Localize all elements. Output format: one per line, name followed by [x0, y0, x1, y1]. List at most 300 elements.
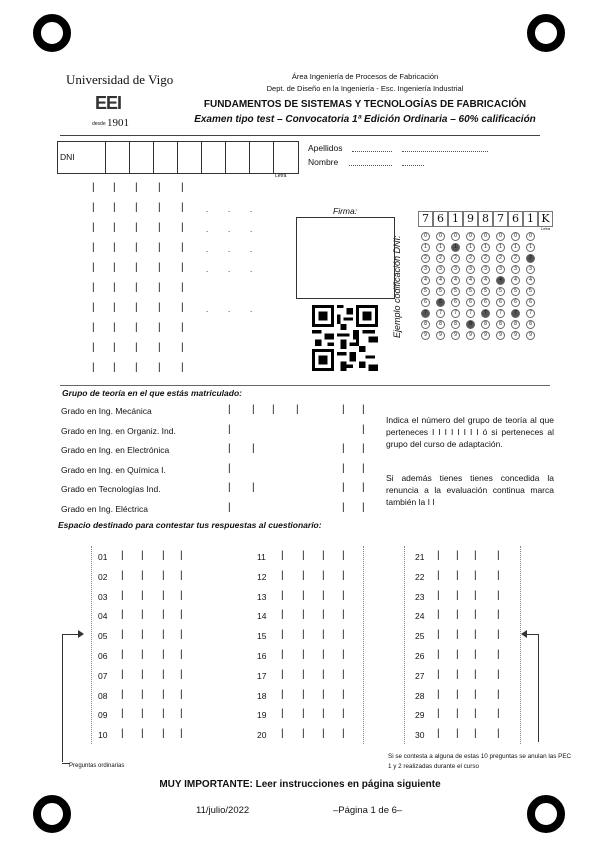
example-bubble: 7	[496, 309, 505, 318]
question-number: 23	[415, 591, 425, 602]
example-bubble: 1	[451, 243, 460, 252]
dni-mark[interactable]: |	[135, 222, 138, 233]
dni-mark[interactable]: |	[181, 342, 184, 353]
question-number: 05	[98, 631, 108, 642]
dni-cell[interactable]	[225, 142, 250, 173]
area-name: Área Ingeniería de Procesos de Fabricación	[291, 72, 439, 81]
answer-mark[interactable]: |	[121, 609, 124, 621]
example-bubble: 8	[451, 320, 460, 329]
dni-mark[interactable]: |	[135, 242, 138, 253]
example-bubble: 8	[466, 320, 475, 329]
university-name: Universidad de Vigo	[66, 72, 174, 87]
answer-mark[interactable]: |	[302, 550, 305, 561]
example-bubble: 7	[421, 309, 430, 318]
answer-mark[interactable]: |	[342, 550, 345, 561]
answer-mark[interactable]: |	[162, 589, 165, 601]
example-digit: 9	[463, 211, 478, 227]
answer-mark[interactable]: |	[281, 589, 284, 601]
answer-mark[interactable]: |	[342, 569, 345, 581]
question-number: 28	[415, 690, 425, 701]
dni-mark[interactable]: |	[113, 302, 116, 313]
right-bracket	[538, 634, 539, 742]
answer-mark[interactable]: |	[141, 569, 144, 581]
answer-mark[interactable]: |	[322, 609, 325, 621]
example-bubble: 7	[436, 309, 445, 318]
group-mark[interactable]: |	[228, 423, 231, 435]
answer-mark[interactable]: |	[302, 668, 305, 680]
nombre-field-2[interactable]	[402, 165, 424, 166]
dni-mark[interactable]: |	[113, 202, 116, 213]
example-bubble: 2	[436, 254, 445, 263]
answer-mark[interactable]: |	[180, 649, 183, 660]
question-number: 04	[98, 611, 108, 622]
answer-mark[interactable]: |	[342, 589, 345, 601]
question-number: 27	[415, 670, 425, 681]
answer-mark[interactable]: |	[281, 609, 284, 621]
dni-mark[interactable]: |	[158, 302, 161, 313]
answer-mark[interactable]: |	[474, 708, 477, 720]
dni-mark[interactable]: |	[181, 202, 184, 213]
answer-mark[interactable]: |	[121, 550, 124, 561]
page-number: –Página 1 de 6–	[333, 805, 403, 816]
dni-mark[interactable]: |	[158, 322, 161, 333]
example-bubble: 6	[511, 298, 520, 307]
dni-mark[interactable]: |	[158, 262, 161, 273]
answer-mark[interactable]: |	[456, 629, 459, 641]
example-bubble: 1	[526, 243, 535, 252]
answer-mark[interactable]: |	[474, 550, 477, 561]
answer-mark[interactable]: |	[162, 728, 165, 740]
dni-dot: .	[250, 245, 253, 254]
dni-mark[interactable]: |	[113, 262, 116, 273]
dni-mark[interactable]: |	[92, 362, 95, 373]
answer-mark[interactable]: |	[141, 550, 144, 561]
group-mark[interactable]: |	[342, 501, 345, 513]
dni-mark[interactable]: |	[92, 302, 95, 313]
answer-mark[interactable]: |	[302, 688, 305, 700]
left-bracket	[62, 634, 63, 762]
group-mark[interactable]: |	[228, 482, 231, 493]
group-mark[interactable]: |	[252, 482, 255, 493]
answer-mark[interactable]: |	[180, 550, 183, 561]
dni-dot: .	[250, 225, 253, 234]
example-bubble: 1	[421, 243, 430, 252]
answer-mark[interactable]: |	[497, 688, 500, 700]
answer-mark[interactable]: |	[456, 728, 459, 740]
answer-mark[interactable]: |	[342, 668, 345, 680]
answer-mark[interactable]: |	[474, 688, 477, 700]
example-digit: 7	[493, 211, 508, 227]
answer-mark[interactable]: |	[497, 668, 500, 680]
dni-mark[interactable]: |	[113, 342, 116, 353]
answer-mark[interactable]: |	[456, 688, 459, 700]
answer-mark[interactable]: |	[141, 649, 144, 660]
dni-mark[interactable]: |	[158, 182, 161, 193]
answer-mark[interactable]: |	[162, 550, 165, 561]
question-number: 15	[257, 631, 267, 642]
answer-mark[interactable]: |	[497, 649, 500, 660]
answer-mark[interactable]: |	[121, 728, 124, 740]
answer-mark[interactable]: |	[281, 668, 284, 680]
question-number: 08	[98, 690, 108, 701]
dni-mark[interactable]: |	[135, 362, 138, 373]
dni-mark[interactable]: |	[181, 182, 184, 193]
answer-mark[interactable]: |	[497, 728, 500, 740]
dni-mark[interactable]: |	[181, 262, 184, 273]
dni-mark[interactable]: |	[181, 322, 184, 333]
dni-mark[interactable]: |	[135, 202, 138, 213]
answer-mark[interactable]: |	[474, 668, 477, 680]
left-arrow-head	[78, 630, 84, 638]
dni-mark[interactable]: |	[92, 242, 95, 253]
dni-mark[interactable]: |	[113, 242, 116, 253]
answer-mark[interactable]: |	[497, 609, 500, 621]
answer-mark[interactable]: |	[121, 649, 124, 660]
group-mark[interactable]: |	[342, 462, 345, 474]
example-bubble: 8	[436, 320, 445, 329]
group-mark[interactable]: |	[252, 404, 255, 415]
example-digit: 7	[418, 211, 433, 227]
answer-mark[interactable]: |	[281, 728, 284, 740]
example-bubble: 4	[526, 276, 535, 285]
dni-dot: .	[206, 225, 209, 234]
right-arrow-head	[521, 630, 527, 638]
dni-mark[interactable]: |	[113, 282, 116, 293]
answer-mark[interactable]: |	[162, 688, 165, 700]
group-mark[interactable]: |	[362, 462, 365, 474]
apellidos-field-1[interactable]	[352, 151, 392, 152]
column-separator	[363, 546, 364, 744]
nombre-field-1[interactable]	[349, 165, 392, 166]
question-number: 06	[98, 651, 108, 661]
answer-mark[interactable]: |	[456, 708, 459, 720]
dni-mark[interactable]: |	[92, 322, 95, 333]
group-mark[interactable]: |	[342, 443, 345, 454]
group-mark[interactable]: |	[342, 482, 345, 493]
answer-mark[interactable]: |	[302, 629, 305, 641]
dni-cell[interactable]	[273, 142, 298, 173]
dni-mark[interactable]: |	[181, 302, 184, 313]
group-mark[interactable]: |	[228, 462, 231, 474]
dni-dot: .	[206, 305, 209, 314]
dni-mark[interactable]: |	[181, 222, 184, 233]
answer-mark[interactable]: |	[437, 728, 440, 740]
answer-mark[interactable]: |	[141, 728, 144, 740]
answer-mark[interactable]: |	[162, 668, 165, 680]
example-bubble: 7	[451, 309, 460, 318]
answer-mark[interactable]: |	[281, 569, 284, 581]
answer-mark[interactable]: |	[302, 609, 305, 621]
answer-mark[interactable]: |	[162, 609, 165, 621]
answer-mark[interactable]: |	[141, 609, 144, 621]
example-bubble: 5	[496, 287, 505, 296]
answer-mark[interactable]: |	[141, 589, 144, 601]
dni-mark[interactable]: |	[92, 262, 95, 273]
dni-mark[interactable]: |	[158, 202, 161, 213]
dni-box[interactable]	[57, 141, 299, 174]
answer-mark[interactable]: |	[302, 728, 305, 740]
answer-mark[interactable]: |	[342, 629, 345, 641]
example-bubble: 4	[511, 276, 520, 285]
example-bubble: 9	[451, 331, 460, 340]
answer-mark[interactable]: |	[121, 629, 124, 641]
answer-mark[interactable]: |	[342, 609, 345, 621]
group-mark[interactable]: |	[342, 404, 345, 415]
group-mark[interactable]: |	[362, 404, 365, 415]
answer-mark[interactable]: |	[322, 629, 325, 641]
answer-mark[interactable]: |	[437, 688, 440, 700]
answer-mark[interactable]: |	[281, 550, 284, 561]
example-digit: 1	[523, 211, 538, 227]
dni-mark[interactable]: |	[135, 262, 138, 273]
dni-cell[interactable]	[201, 142, 226, 173]
answer-mark[interactable]: |	[281, 708, 284, 720]
group-name: Grado en Ing. Eléctrica	[61, 503, 148, 514]
dni-mark[interactable]: |	[92, 182, 95, 193]
answer-mark[interactable]: |	[437, 708, 440, 720]
dni-mark[interactable]: |	[113, 322, 116, 333]
answer-mark[interactable]: |	[302, 589, 305, 601]
answer-mark[interactable]: |	[322, 728, 325, 740]
answer-mark[interactable]: |	[474, 569, 477, 581]
group-mark[interactable]: |	[362, 501, 365, 513]
example-bubble: 6	[496, 298, 505, 307]
group-name: Grado en Ing. en Organiz. Ind.	[61, 425, 176, 436]
answer-mark[interactable]: |	[162, 569, 165, 581]
dni-cell[interactable]	[249, 142, 274, 173]
column-separator	[404, 546, 405, 744]
signature-box[interactable]	[296, 217, 395, 299]
group-mark[interactable]: |	[252, 443, 255, 454]
answer-mark[interactable]: |	[162, 649, 165, 660]
answer-mark[interactable]: |	[302, 708, 305, 720]
column-separator	[520, 546, 521, 744]
answer-mark[interactable]: |	[302, 569, 305, 581]
answer-mark[interactable]: |	[121, 708, 124, 720]
dni-cell[interactable]	[153, 142, 178, 173]
example-bubble: 5	[466, 287, 475, 296]
answer-mark[interactable]: |	[437, 668, 440, 680]
answer-mark[interactable]: |	[497, 569, 500, 581]
answer-mark[interactable]: |	[322, 589, 325, 601]
question-number: 17	[257, 670, 267, 681]
dni-mark[interactable]: |	[135, 302, 138, 313]
dni-mark[interactable]: |	[181, 242, 184, 253]
example-bubble: 2	[466, 254, 475, 263]
answer-mark[interactable]: |	[456, 589, 459, 601]
dni-mark[interactable]: |	[158, 222, 161, 233]
answer-mark[interactable]: |	[474, 649, 477, 660]
question-number: 19	[257, 710, 267, 721]
group-section-title: Grupo de teoría en el que estás matriculado:	[62, 388, 242, 398]
answer-mark[interactable]: |	[281, 649, 284, 660]
answer-mark[interactable]: |	[141, 668, 144, 680]
answer-mark[interactable]: |	[162, 629, 165, 641]
logo-year: 1901	[107, 117, 129, 129]
dni-mark[interactable]: |	[113, 362, 116, 373]
example-bubble: 0	[451, 232, 460, 241]
example-bubble: 5	[451, 287, 460, 296]
example-bubble: 9	[526, 331, 535, 340]
example-bubble: 1	[436, 243, 445, 252]
dni-dot: .	[228, 265, 231, 274]
example-bubble: 6	[451, 298, 460, 307]
apellidos-field-2[interactable]	[402, 151, 488, 152]
corner-marker-top-right	[527, 14, 565, 52]
answer-mark[interactable]: |	[141, 708, 144, 720]
answer-mark[interactable]: |	[162, 708, 165, 720]
example-bubble: 3	[511, 265, 520, 274]
dni-cell[interactable]	[129, 142, 154, 173]
answer-mark[interactable]: |	[322, 708, 325, 720]
answers-section-title: Espacio destinado para contestar tus respuestas al cuestionario:	[58, 520, 322, 530]
question-number: 10	[98, 730, 108, 741]
example-letra-label: Letra	[541, 226, 551, 231]
group-mark[interactable]: |	[362, 423, 365, 435]
answer-mark[interactable]: |	[456, 649, 459, 660]
dni-dot: .	[250, 305, 253, 314]
answer-mark[interactable]: |	[497, 708, 500, 720]
apellidos-label: Apellidos	[308, 143, 343, 153]
example-bubble: 1	[511, 243, 520, 252]
answer-mark[interactable]: |	[456, 550, 459, 561]
dni-dot: .	[206, 265, 209, 274]
group-name: Grado en Ing. en Electrónica	[61, 445, 170, 455]
answer-mark[interactable]: |	[342, 728, 345, 740]
dni-mark[interactable]: |	[92, 282, 95, 293]
answer-mark[interactable]: |	[302, 649, 305, 660]
answer-mark[interactable]: |	[121, 569, 124, 581]
answer-mark[interactable]: |	[322, 668, 325, 680]
answer-mark[interactable]: |	[281, 629, 284, 641]
answer-mark[interactable]: |	[437, 649, 440, 660]
answer-mark[interactable]: |	[281, 688, 284, 700]
answer-mark[interactable]: |	[474, 589, 477, 601]
dni-mark[interactable]: |	[135, 322, 138, 333]
answer-mark[interactable]: |	[121, 668, 124, 680]
answer-mark[interactable]: |	[180, 629, 183, 641]
answer-mark[interactable]: |	[180, 668, 183, 680]
dni-mark[interactable]: |	[92, 202, 95, 213]
answer-mark[interactable]: |	[497, 629, 500, 641]
dni-mark[interactable]: |	[113, 222, 116, 233]
answer-mark[interactable]: |	[180, 569, 183, 581]
dni-dot: .	[206, 245, 209, 254]
answer-mark[interactable]: |	[141, 688, 144, 700]
answer-mark[interactable]: |	[180, 728, 183, 740]
answer-mark[interactable]: |	[180, 688, 183, 700]
dni-mark[interactable]: |	[92, 342, 95, 353]
dni-mark[interactable]: |	[135, 182, 138, 193]
dni-mark[interactable]: |	[158, 242, 161, 253]
dni-mark[interactable]: |	[135, 342, 138, 353]
example-bubble: 4	[451, 276, 460, 285]
example-bubble: 7	[526, 309, 535, 318]
answer-mark[interactable]: |	[437, 589, 440, 601]
answer-mark[interactable]: |	[121, 589, 124, 601]
example-bubble: 7	[511, 309, 520, 318]
answer-mark[interactable]: |	[342, 708, 345, 720]
group-mark[interactable]: |	[362, 482, 365, 493]
question-number: 18	[257, 690, 267, 701]
answer-mark[interactable]: |	[141, 629, 144, 641]
answer-mark[interactable]: |	[456, 668, 459, 680]
example-bubble: 1	[466, 243, 475, 252]
example-digit: 8	[478, 211, 493, 227]
answer-mark[interactable]: |	[456, 609, 459, 621]
group-mark[interactable]: |	[228, 443, 231, 454]
answer-mark[interactable]: |	[474, 629, 477, 641]
answer-mark[interactable]: |	[497, 589, 500, 601]
dni-mark[interactable]: |	[113, 182, 116, 193]
example-bubble: 6	[436, 298, 445, 307]
example-bubble: 9	[421, 331, 430, 340]
dni-mark[interactable]: |	[181, 362, 184, 373]
dni-cell[interactable]	[177, 142, 202, 173]
answer-mark[interactable]: |	[180, 708, 183, 720]
answer-mark[interactable]: |	[437, 629, 440, 641]
example-bubble: 2	[526, 254, 535, 263]
example-bubble: 2	[496, 254, 505, 263]
group-mark[interactable]: |	[296, 404, 299, 415]
dni-mark[interactable]: |	[158, 342, 161, 353]
answer-mark[interactable]: |	[322, 649, 325, 660]
group-mark[interactable]: |	[272, 404, 275, 415]
example-bubble: 0	[496, 232, 505, 241]
example-bubble: 8	[481, 320, 490, 329]
dni-cell[interactable]	[105, 142, 130, 173]
dni-mark[interactable]: |	[158, 282, 161, 293]
group-mark[interactable]: |	[228, 404, 231, 415]
answer-mark[interactable]: |	[342, 688, 345, 700]
answer-mark[interactable]: |	[322, 550, 325, 561]
example-bubble: 3	[436, 265, 445, 274]
corner-marker-bottom-right	[527, 795, 565, 833]
dni-dot: .	[250, 265, 253, 274]
question-number: 16	[257, 651, 267, 661]
answer-mark[interactable]: |	[322, 688, 325, 700]
course-title: FUNDAMENTOS DE SISTEMAS Y TECNOLOGÍAS DE FABRICACIÓN	[203, 99, 527, 110]
example-bubble: 3	[466, 265, 475, 274]
answer-mark[interactable]: |	[437, 550, 440, 561]
answer-mark[interactable]: |	[342, 649, 345, 660]
answer-mark[interactable]: |	[322, 569, 325, 581]
dni-mark[interactable]: |	[158, 362, 161, 373]
answer-mark[interactable]: |	[437, 569, 440, 581]
answer-mark[interactable]: |	[474, 609, 477, 621]
answer-mark[interactable]: |	[180, 609, 183, 621]
answer-mark[interactable]: |	[180, 589, 183, 601]
example-bubble: 9	[436, 331, 445, 340]
dni-mark[interactable]: |	[135, 282, 138, 293]
group-divider	[60, 385, 550, 386]
example-bubble: 9	[496, 331, 505, 340]
group-mark[interactable]: |	[362, 443, 365, 454]
example-bubble: 2	[451, 254, 460, 263]
answer-mark[interactable]: |	[437, 609, 440, 621]
answer-mark[interactable]: |	[121, 688, 124, 700]
answer-mark[interactable]: |	[456, 569, 459, 581]
example-bubble: 8	[496, 320, 505, 329]
dni-mark[interactable]: |	[92, 222, 95, 233]
answer-mark[interactable]: |	[474, 728, 477, 740]
right-arrow-line	[526, 634, 538, 635]
dni-mark[interactable]: |	[181, 282, 184, 293]
group-mark[interactable]: |	[228, 501, 231, 513]
qr-code	[312, 305, 378, 371]
group-name: Grado en Ing. Mecánica	[61, 406, 152, 416]
answer-mark[interactable]: |	[497, 550, 500, 561]
